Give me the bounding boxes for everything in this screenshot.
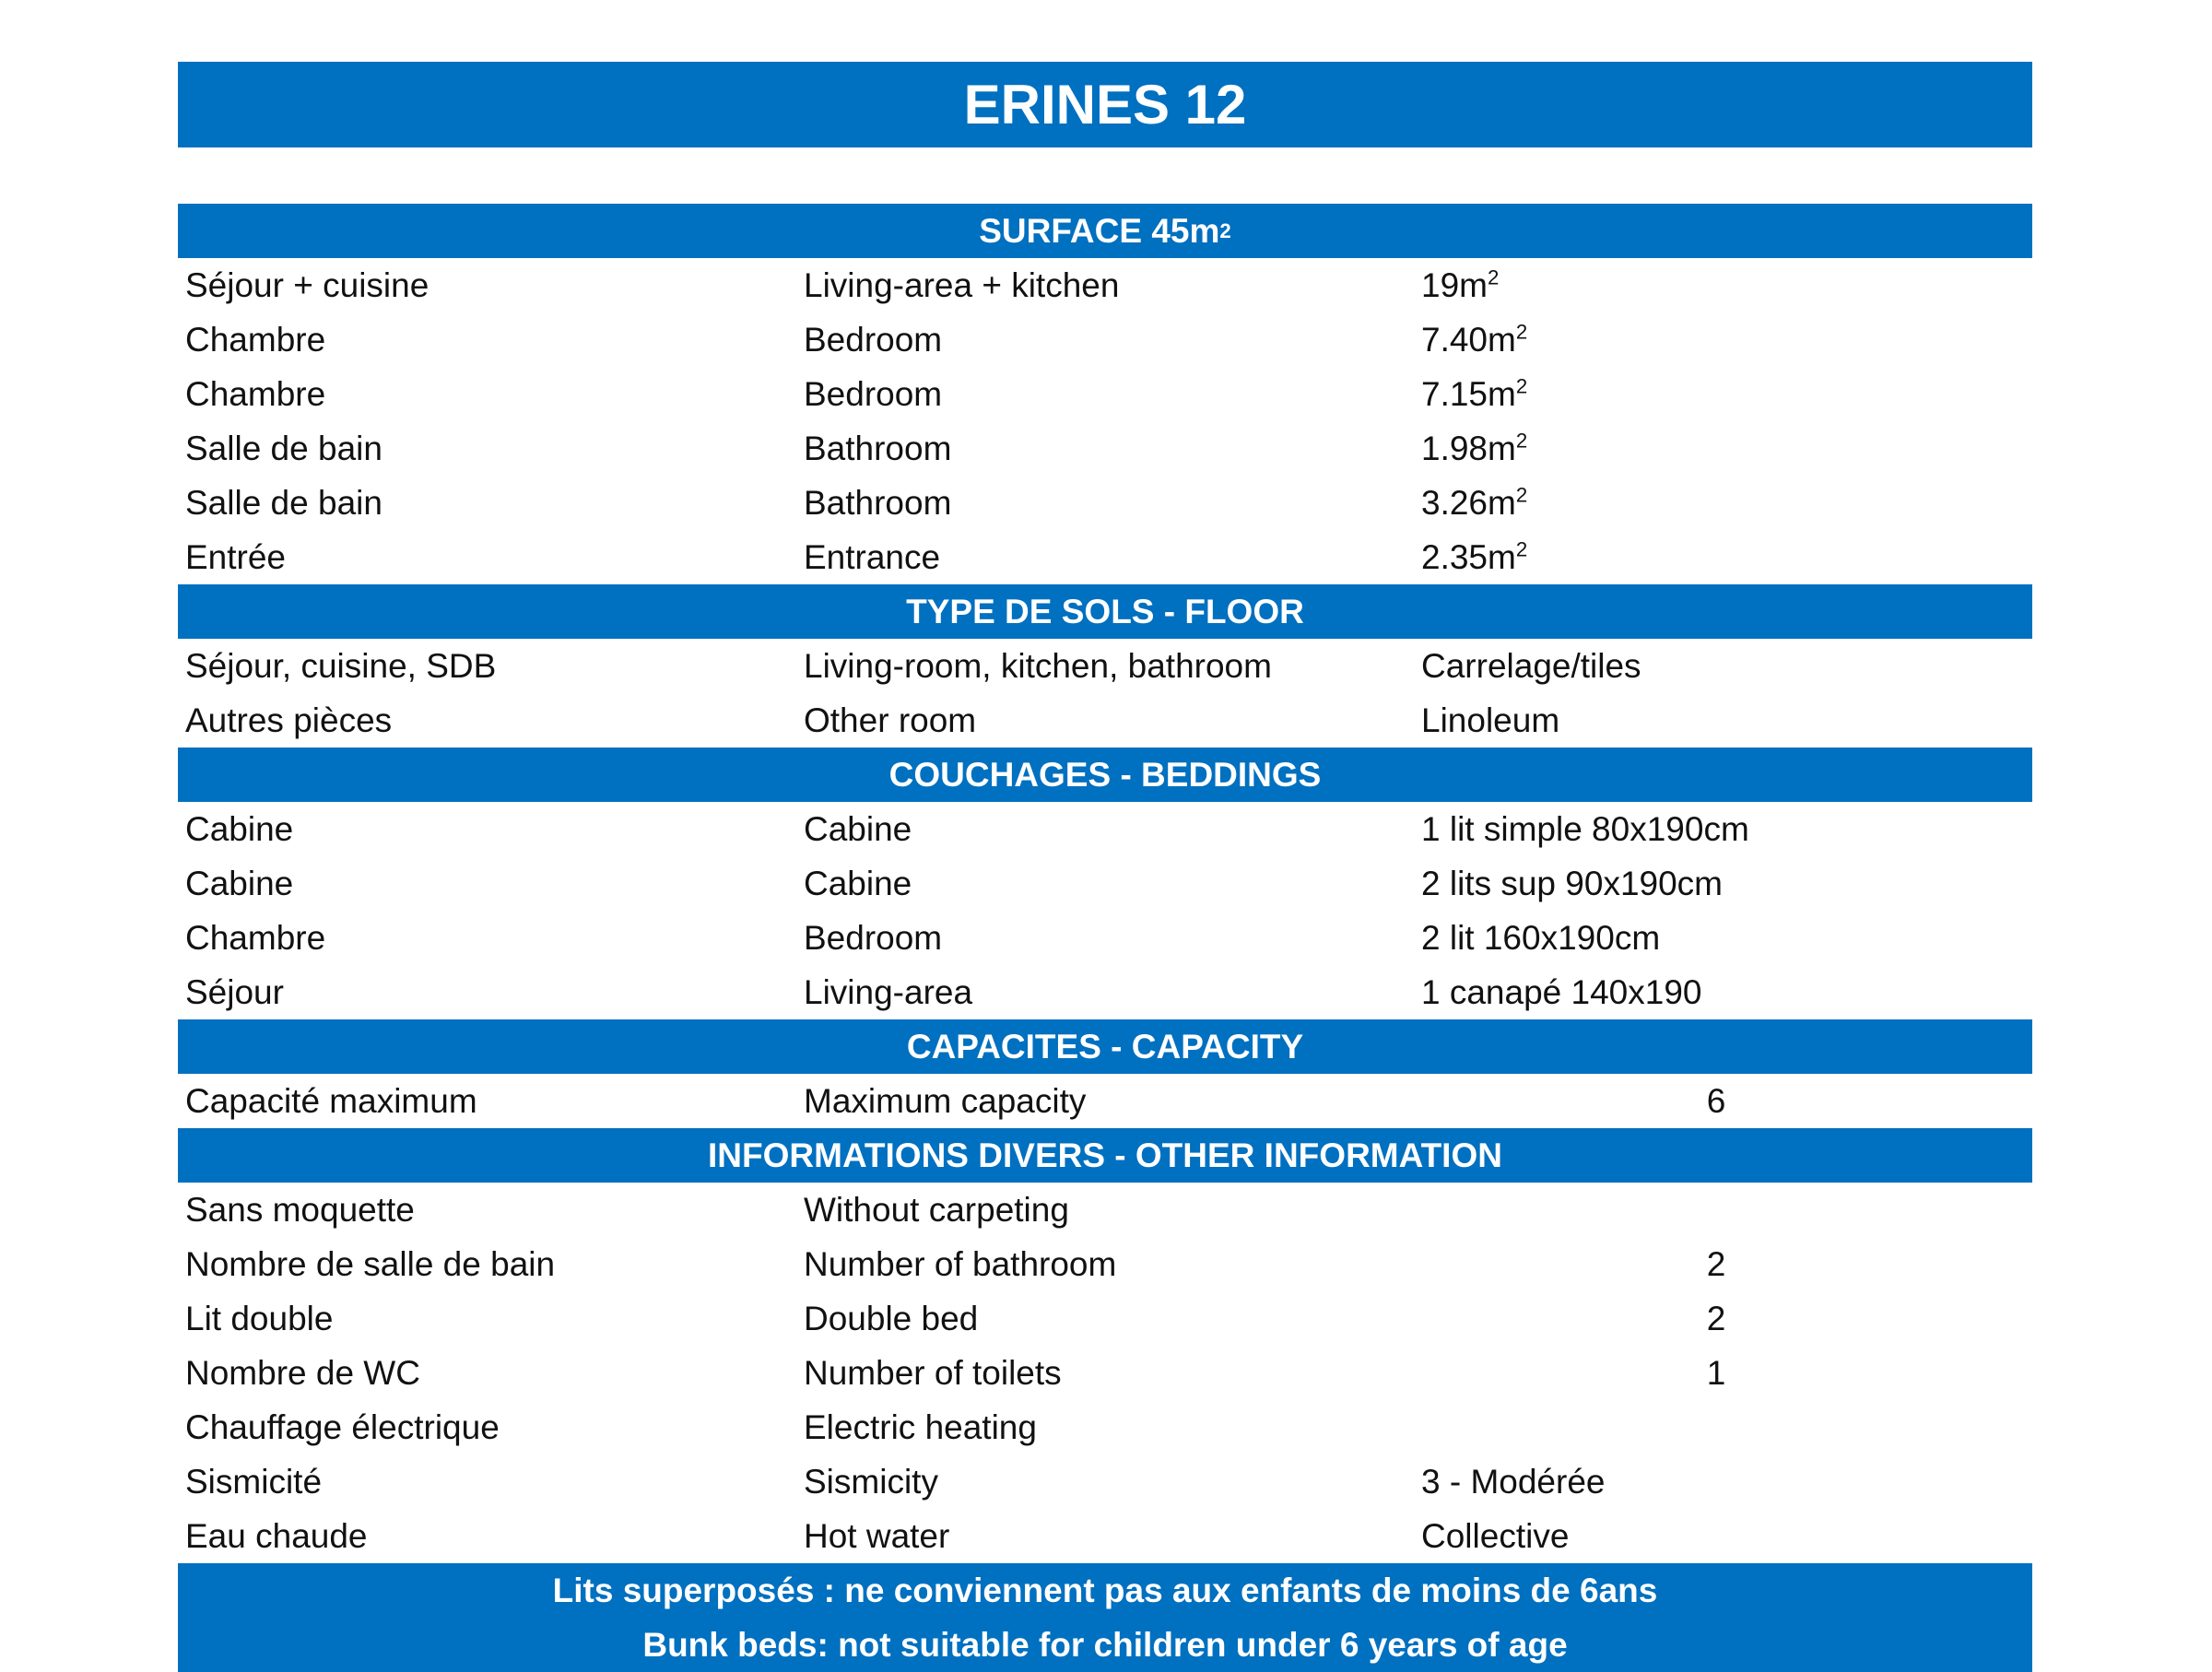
row-label-en: Bedroom xyxy=(804,918,943,957)
row-label-en: Living-area xyxy=(804,972,973,1011)
table-row xyxy=(178,911,2032,965)
row-value: $19m^2$ xyxy=(1421,265,1500,304)
row-label-fr: Séjour xyxy=(185,972,284,1011)
row-label-fr: Nombre de salle de bain xyxy=(185,1244,556,1283)
surface-header-label: SURFACE 45m xyxy=(979,211,1220,250)
row-label-fr: Chambre xyxy=(185,918,326,957)
row-label-fr: Eau chaude xyxy=(185,1516,368,1555)
warning-line-fr: Lits superposés : ne conviennent pas aux enfants de moins de 6ans xyxy=(552,1572,1658,1609)
section-header-surface: SURFACE 45m 2 xyxy=(178,204,2032,258)
table-row xyxy=(178,1237,2032,1291)
row-label-fr: Séjour, cuisine, SDB xyxy=(185,646,497,685)
table-row xyxy=(178,258,2032,312)
row-value: 3 - Modérée xyxy=(1421,1462,1606,1501)
row-label-en: Other room xyxy=(804,701,977,739)
row-label-en: Maximum capacity xyxy=(804,1081,1087,1120)
row-value xyxy=(1414,1408,2032,1447)
row-value: 1 xyxy=(1706,1353,1726,1392)
table-row xyxy=(178,693,2032,748)
row-label-fr: Lit double xyxy=(185,1299,334,1337)
row-label-en: Living-room, kitchen, bathroom xyxy=(804,646,1272,685)
section-header-capacity: CAPACITES - CAPACITY xyxy=(178,1019,2032,1074)
row-value: $7.15m^2$ xyxy=(1421,374,1528,413)
info-sheet xyxy=(178,204,2032,1672)
row-label-fr: Capacité maximum xyxy=(185,1081,477,1120)
row-label-fr: Chambre xyxy=(185,320,326,359)
row-value: 2 lits sup 90x190cm xyxy=(1421,864,1724,902)
row-value: $1.98m^2$ xyxy=(1421,429,1528,467)
section-header-floor: TYPE DE SOLS - FLOOR xyxy=(178,584,2032,639)
row-label-fr: Chauffage électrique xyxy=(185,1407,500,1446)
table-row xyxy=(178,802,2032,856)
row-label-en: Cabine xyxy=(804,864,912,902)
row-label-en: Sismicity xyxy=(804,1462,938,1501)
row-label-en: Number of bathroom xyxy=(804,1244,1117,1283)
row-value: 1 lit simple 80x190cm xyxy=(1421,809,1749,848)
row-value xyxy=(1414,1191,2032,1230)
section-header-beddings: COUCHAGES - BEDDINGS xyxy=(178,748,2032,802)
row-label-fr: Cabine xyxy=(185,864,294,902)
row-label-en: Entrance xyxy=(804,537,941,576)
section-header-other-information: INFORMATIONS DIVERS - OTHER INFORMATION xyxy=(178,1128,2032,1183)
row-label-en: Cabine xyxy=(804,809,912,848)
row-value: Carrelage/tiles xyxy=(1421,646,1641,685)
row-label-en: Without carpeting xyxy=(804,1190,1069,1229)
table-row xyxy=(178,1183,2032,1237)
row-label-en: Living-area + kitchen xyxy=(804,265,1120,304)
row-value: $3.26m^2$ xyxy=(1421,483,1528,522)
row-value: $7.40m^2$ xyxy=(1421,320,1528,359)
row-label-fr: Salle de bain xyxy=(185,429,382,467)
row-label-fr: Cabine xyxy=(185,809,294,848)
row-label-fr: Sans moquette xyxy=(185,1190,415,1229)
warning-line-en: Bunk beds: not suitable for children under 6 years of age xyxy=(642,1626,1568,1664)
row-value: 2 lit 160x190cm xyxy=(1421,918,1661,957)
page-title: ERINES 12 xyxy=(178,62,2032,147)
row-label-en: Double bed xyxy=(804,1299,979,1337)
row-label-fr: Entrée xyxy=(185,537,287,576)
table-row xyxy=(178,312,2032,367)
row-label-fr: Autres pièces xyxy=(185,701,393,739)
row-label-en: Bedroom xyxy=(804,374,943,413)
table-row xyxy=(178,1400,2032,1454)
row-label-en: Bedroom xyxy=(804,320,943,359)
row-label-fr: Nombre de WC xyxy=(185,1353,420,1392)
table-row xyxy=(178,421,2032,476)
table-row xyxy=(178,1454,2032,1509)
row-label-en: Bathroom xyxy=(804,483,952,522)
bunk-bed-warning xyxy=(178,1563,2032,1672)
table-row xyxy=(178,639,2032,693)
table-row xyxy=(178,476,2032,530)
row-value: Collective xyxy=(1421,1516,1570,1555)
row-value: 2 xyxy=(1706,1299,1726,1337)
table-row xyxy=(178,1074,2032,1128)
table-row xyxy=(178,1346,2032,1400)
table-row xyxy=(178,367,2032,421)
row-value: Linoleum xyxy=(1421,701,1560,739)
row-value: 1 canapé 140x190 xyxy=(1421,972,1702,1011)
row-label-en: Number of toilets xyxy=(804,1353,1062,1392)
table-row xyxy=(178,856,2032,911)
table-row xyxy=(178,965,2032,1019)
table-row xyxy=(178,530,2032,584)
row-label-fr: Salle de bain xyxy=(185,483,382,522)
row-label-en: Hot water xyxy=(804,1516,950,1555)
table-row xyxy=(178,1509,2032,1563)
row-label-fr: Séjour + cuisine xyxy=(185,265,429,304)
row-label-fr: Chambre xyxy=(185,374,326,413)
row-value: $2.35m^2$ xyxy=(1421,537,1528,576)
row-value: 2 xyxy=(1706,1244,1726,1283)
row-label-en: Bathroom xyxy=(804,429,952,467)
row-value: 6 xyxy=(1706,1081,1726,1120)
table-row xyxy=(178,1291,2032,1346)
row-label-fr: Sismicité xyxy=(185,1462,323,1501)
row-label-en: Electric heating xyxy=(804,1407,1037,1446)
